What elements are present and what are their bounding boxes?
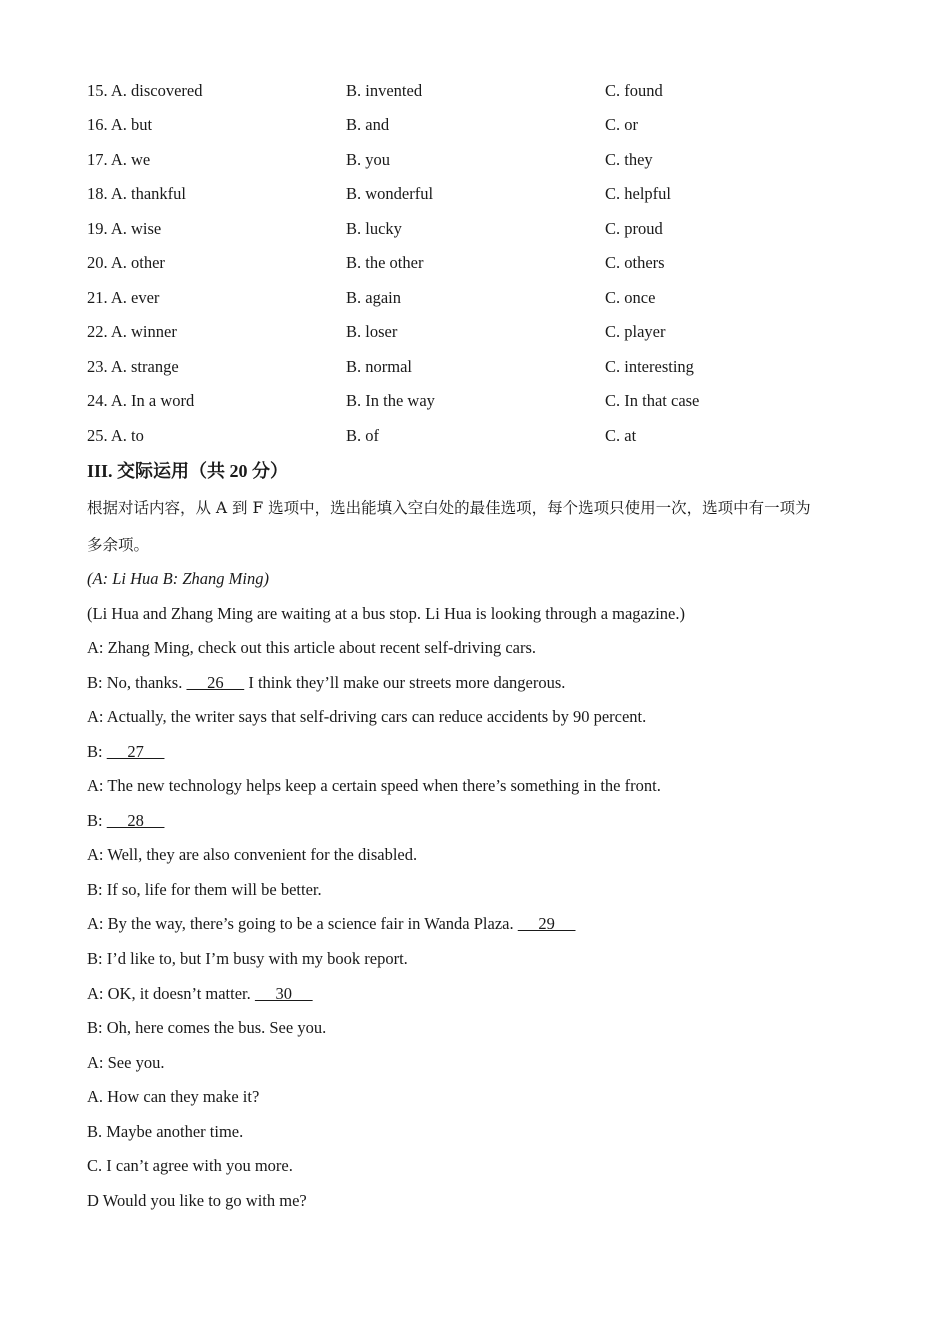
option-b: B. the other: [346, 253, 424, 272]
answer-blank-30: 30: [254, 984, 313, 1003]
dialogue-text: A: By the way, there’s going to be a science fair in Wanda Plaza.: [87, 914, 518, 933]
option-a: 17. A. we: [87, 150, 151, 169]
option-row-15: [0, 79, 950, 103]
option-row-18: [0, 182, 950, 206]
option-c: C. proud: [605, 219, 663, 238]
dialogue-line: A: The new technology helps keep a certain speed when there’s something in the front.: [87, 776, 661, 795]
option-c: C. found: [605, 81, 663, 100]
dialogue-line: [87, 740, 164, 764]
answer-blank-27: 27: [106, 742, 165, 761]
answer-blank-29: 29: [517, 914, 576, 933]
option-c: C. once: [605, 288, 656, 307]
option-a: 24. A. In a word: [87, 391, 195, 410]
option-b: B. again: [346, 288, 401, 307]
option-row-24: [0, 389, 950, 413]
choice-a: A. How can they make it?: [87, 1087, 260, 1106]
option-b: B. and: [346, 115, 390, 134]
option-a: 22. A. winner: [87, 322, 177, 341]
choice-c: C. I can’t agree with you more.: [87, 1156, 293, 1175]
option-a: 16. A. but: [87, 115, 153, 134]
dialogue-text: I think they’ll make our streets more dangerous.: [244, 673, 566, 692]
instruction-line-1: 根据对话内容，从 A 到 F 选项中，选出能填入空白处的最佳选项，每个选项只使用一次，选项中有一项为: [87, 499, 811, 517]
dialogue-line: A: Well, they are also convenient for the disabled.: [87, 845, 418, 864]
option-c: C. they: [605, 150, 653, 169]
answer-blank-26: 26: [186, 673, 245, 692]
option-row-19: [0, 217, 950, 241]
option-row-17: [0, 148, 950, 172]
section-heading: III. 交际运用（共 20 分）: [87, 461, 289, 481]
scene-description: (Li Hua and Zhang Ming are waiting at a bus stop. Li Hua is looking through a magazine.): [87, 604, 685, 623]
dialogue-line: B: I’d like to, but I’m busy with my book report.: [87, 949, 408, 968]
option-row-20: [0, 251, 950, 275]
option-b: B. wonderful: [346, 184, 434, 203]
option-a: 20. A. other: [87, 253, 165, 272]
dialogue-line: [87, 912, 576, 936]
option-row-22: [0, 320, 950, 344]
option-b: B. In the way: [346, 391, 435, 410]
option-a: 23. A. strange: [87, 357, 179, 376]
dialogue-text: B:: [87, 742, 107, 761]
option-c: C. at: [605, 426, 637, 445]
option-a: 19. A. wise: [87, 219, 162, 238]
option-b: B. of: [346, 426, 379, 445]
dialogue-line: [87, 671, 565, 695]
option-b: B. loser: [346, 322, 398, 341]
dialogue-line: B: If so, life for them will be better.: [87, 880, 322, 899]
option-a: 15. A. discovered: [87, 81, 203, 100]
option-c: C. others: [605, 253, 665, 272]
option-row-16: [0, 113, 950, 137]
dialogue-line: A: See you.: [87, 1053, 165, 1072]
option-a: 25. A. to: [87, 426, 144, 445]
option-row-23: [0, 355, 950, 379]
dialogue-text: B: No, thanks.: [87, 673, 187, 692]
option-b: B. lucky: [346, 219, 402, 238]
option-c: C. helpful: [605, 184, 671, 203]
option-c: C. or: [605, 115, 638, 134]
dialogue-line: [87, 809, 164, 833]
dialogue-line: B: Oh, here comes the bus. See you.: [87, 1018, 327, 1037]
option-b: B. invented: [346, 81, 423, 100]
option-a: 21. A. ever: [87, 288, 160, 307]
choice-d: D Would you like to go with me?: [87, 1191, 307, 1210]
option-c: C. interesting: [605, 357, 694, 376]
dialogue-line: A: Actually, the writer says that self-driving cars can reduce accidents by 90 percent.: [87, 707, 647, 726]
dialogue-text: B:: [87, 811, 107, 830]
instruction-line-2: 多余项。: [87, 536, 150, 554]
option-c: C. In that case: [605, 391, 700, 410]
option-a: 18. A. thankful: [87, 184, 186, 203]
dialogue-text: A: OK, it doesn’t matter.: [87, 984, 255, 1003]
dialogue-line: [87, 982, 313, 1006]
dialogue-line: A: Zhang Ming, check out this article about recent self-driving cars.: [87, 638, 537, 657]
option-b: B. you: [346, 150, 391, 169]
choice-b: B. Maybe another time.: [87, 1122, 244, 1141]
option-row-21: [0, 286, 950, 310]
option-row-25: [0, 424, 950, 448]
option-b: B. normal: [346, 357, 412, 376]
speakers-note: (A: Li Hua B: Zhang Ming): [87, 569, 269, 588]
answer-blank-28: 28: [106, 811, 165, 830]
option-c: C. player: [605, 322, 666, 341]
